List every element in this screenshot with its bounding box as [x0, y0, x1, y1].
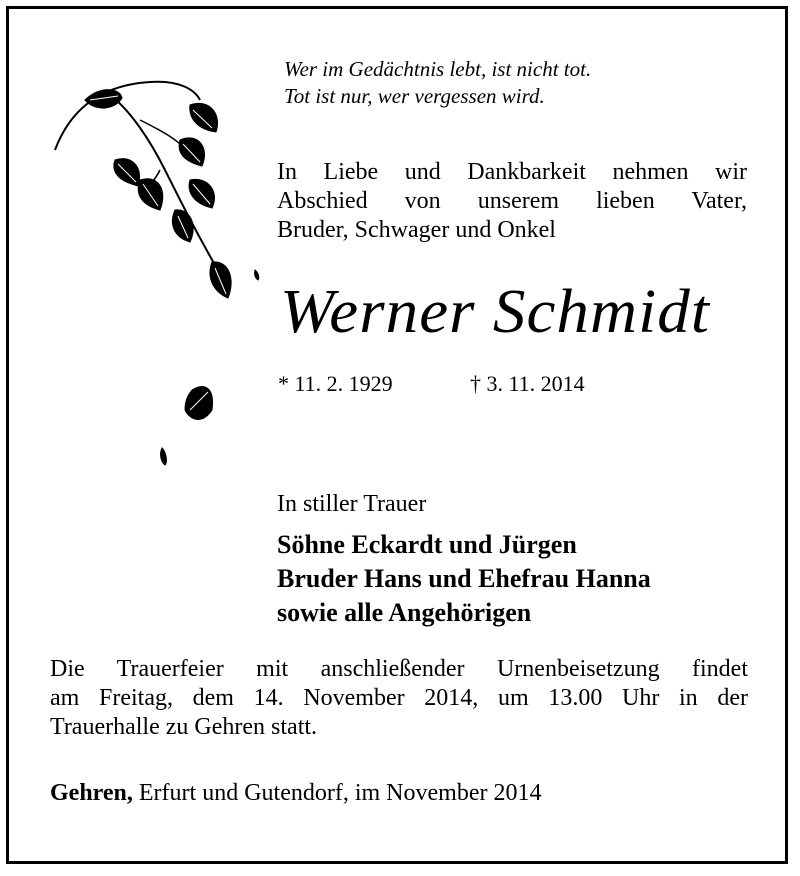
- service-line-3: Trauerhalle zu Gehren statt.: [50, 714, 318, 740]
- deceased-name: Werner Schmidt: [280, 278, 710, 346]
- intro-line-2: Abschied von unserem lieben Vater,: [277, 188, 747, 214]
- motto-line-1: Wer im Gedächtnis lebt, ist nicht tot.: [284, 57, 592, 81]
- intro-line-3: Bruder, Schwager und Onkel: [277, 217, 556, 243]
- place-and-date: [50, 780, 541, 807]
- funeral-service-info: [50, 655, 748, 742]
- service-line-1: Die Trauerfeier mit anschließender Urnenbeisetzung findet: [50, 656, 748, 682]
- death-date: † 3. 11. 2014: [470, 371, 585, 396]
- motto-line-2: Tot ist nur, wer vergessen wird.: [284, 84, 545, 108]
- mourning-intro: In stiller Trauer: [277, 491, 427, 517]
- motto-quote: [284, 56, 591, 110]
- place-bold: Gehren,: [50, 780, 133, 806]
- mourners-line-2: Bruder Hans und Ehefrau Hanna: [277, 564, 651, 593]
- service-line-2: am Freitag, dem 14. November 2014, um 13.00 Uhr in der: [50, 685, 748, 711]
- mourners-line-1: Söhne Eckardt und Jürgen: [277, 530, 577, 559]
- place-rest: Erfurt und Gutendorf, im November 2014: [132, 780, 542, 806]
- intro-line-1: In Liebe und Dankbarkeit nehmen wir: [277, 159, 747, 185]
- birth-date: * 11. 2. 1929: [278, 371, 393, 396]
- mourners-list: [277, 528, 651, 630]
- birch-leaves-branch-icon: [40, 70, 280, 470]
- mourners-line-3: sowie alle Angehörigen: [277, 598, 532, 627]
- intro-text: [277, 158, 747, 245]
